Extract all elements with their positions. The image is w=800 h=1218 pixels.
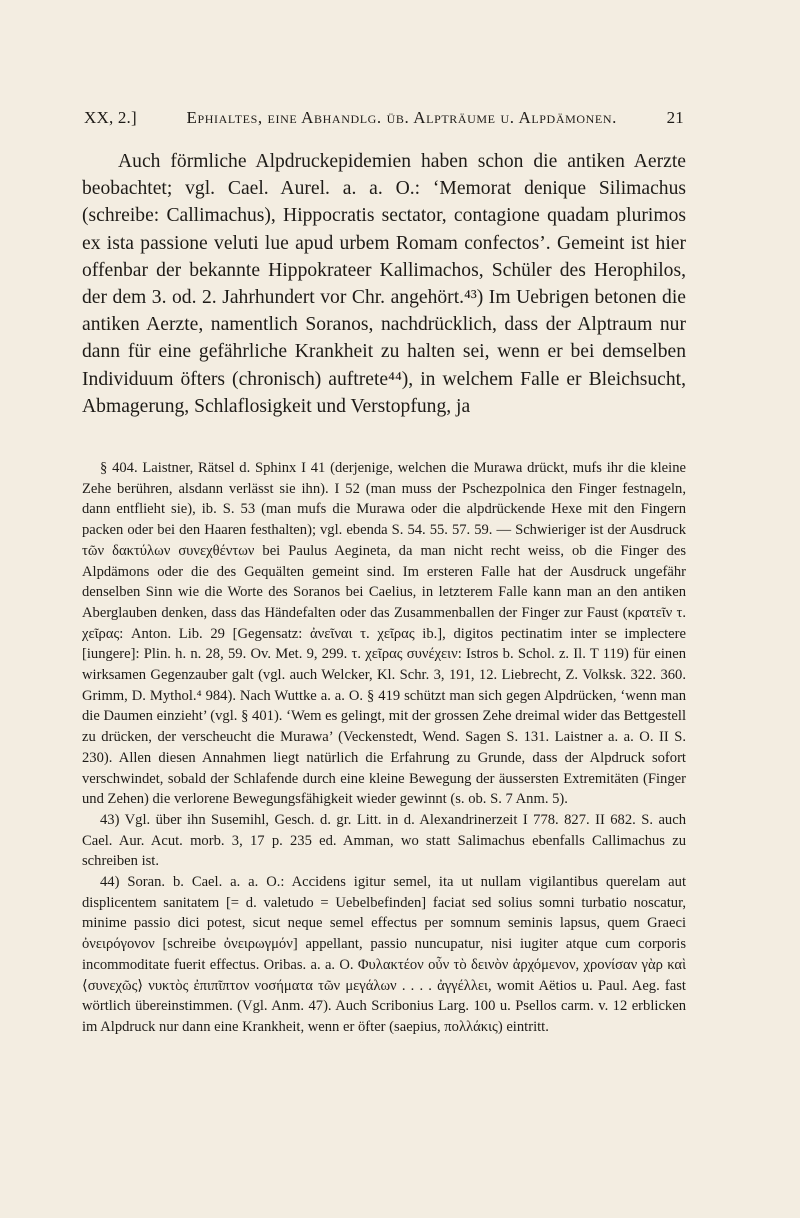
page-number: 21 [666,108,684,127]
footnotes [82,458,686,1038]
running-header [84,108,684,128]
body-paragraph: Auch förmliche Alpdruckepidemien haben schon die antiken Aerzte beobachtet; vgl. Cael. Aurel. a. a. O.: ‘Memorat denique Silimachus (schreibe: Callimachus), Hippocratis sectator, contagione quadam plurimos ex ista passione veluti lue apud urbem Romam confectos’. Gemeint ist hier offenbar der bekannte Hippokrateer Kallimachos, Schüler des Herophilos, der dem 3. od. 2. Jahrhundert vor Chr. angehört.⁴³) Im Uebrigen betonen die antiken Aerzte, namentlich Soranos, nachdrücklich, dass der Alptraum nur dann für eine gefährliche Krankheit zu halten sei, wenn er bei demselben Individuum öfters (chronisch) auftrete⁴⁴), in welchem Falle er Bleichsucht, Abmagerung, Schlaflosigkeit und Verstopfung, ja [82,151,686,417]
header-section-ref: XX, 2.] [84,108,137,127]
footnote-43: 43) Vgl. über ihn Susemihl, Gesch. d. gr. Litt. in d. Alexandrinerzeit I 778. 827. II 682. S. auch Cael. Aur. Acut. morb. 3, 17 p. 235 ed. Amman, wo statt Salimachus ebenfalls Callimachus zu schreiben ist. [82,811,686,870]
footnote-section-404: § 404. Laistner, Rätsel d. Sphinx I 41 (derjenige, welchen die Murawa drückt, mufs ihr die kleine Zehe berühren, alsdann verlässt sie ihn). I 52 (man muss der Pschezpolnica den Finger festnageln, dann entflieht sie), ib. S. 53 (man mufs die Murawa oder die alpdrückende Hexe mit den Fingern packen oder bei den Haaren festhalten); vgl. ebenda S. 54. 55. 57. 59. — Schwieriger ist der Ausdruck τῶν δακτύλων συνεχθέντων bei Paulus Aegineta, da man nicht recht weiss, ob die Finger des Alpdämons oder die des Gequälten gemeint sind. Im ersteren Falle hat der Ausdruck ungefähr denselben Sinn wie die Worte des Soranos bei Caelius, in letzterem Falle kann man an den antiken Aberglauben denken, dass das Händefalten oder das Zusammenballen der Finger zur Faust (κρατεῖν τ. χεῖρας: Anton. Lib. 29 [Gegensatz: ἀνεῖναι τ. χεῖρας ib.], digitos pectinatim inter se implectere [iungere]: Plin. h. n. 28, 59. Ov. Met. 9, 299. τ. χεῖρας συνέχειν: Istros b. Schol. z. Il. T 119) für einen wirksamen Gegenzauber galt (vgl. auch Welcker, Kl. Schr. 3, 191, 12. Liebrecht, Z. Volksk. 322. 360. Grimm, D. Mythol.⁴ 984). Nach Wuttke a. a. O. § 419 schützt man sich gegen Alpdrücken, ‘wenn man die Daumen einzieht’ (vgl. § 401). ‘Wem es gelingt, mit der grossen Zehe dreimal wider das Bettgestell zu drücken, der verscheucht die Murawa’ (Veckenstedt, Wend. Sagen S. 131. Laistner a. a. O. II S. 230). Allen diesen Annahmen liegt natürlich die Erfahrung zu Grunde, dass der Alpdruck sofort verschwindet, sobald der Schlafende durch eine kleine Bewegung der äussersten Extremitäten (Finger und Zehen) die verlorene Bewegungsfähigkeit wieder gewinnt (s. ob. S. 7 Anm. 5). [82,460,686,808]
footnote-44: 44) Soran. b. Cael. a. a. O.: Accidens igitur semel, ita ut nullam vigilantibus querelam aut displicentem sanitatem [= d. valetudo = Uebelbefinden] faciat sed solius somni turbatio noscatur, minime passio dici potest, sicut neque semel effectus per somnum seminis lapsus, quem Graeci ὀνειρόγονον [schreibe ὀνειρωγμόν] appellant, passio nuncupatur, nisi iugiter atque cum corporis incommoditate fuerit effectus. Oribas. a. a. O. Φυλακτέον οὖν τὸ δεινὸν ἀρχόμενον, χρονίσαν γὰρ καὶ ⟨συνεχῶς⟩ νυκτὸς ἐπιπῖπτον νοσήματα τῶν μεγάλων . . . . ἀγγέλλει, womit Aëtios u. Paul. Aeg. fast wörtlich übereinstimmen. (Vgl. Anm. 47). Auch Scribonius Larg. 100 u. Psellos carm. v. 12 erblicken im Alpdruck nur dann eine Krankheit, wenn er öfter (saepius, πολλάκις) eintritt. [82,874,686,1035]
header-title: Ephialtes, eine Abhandlg. üb. Alpträume u. Alpdämonen. [186,108,617,127]
main-text [82,148,686,420]
